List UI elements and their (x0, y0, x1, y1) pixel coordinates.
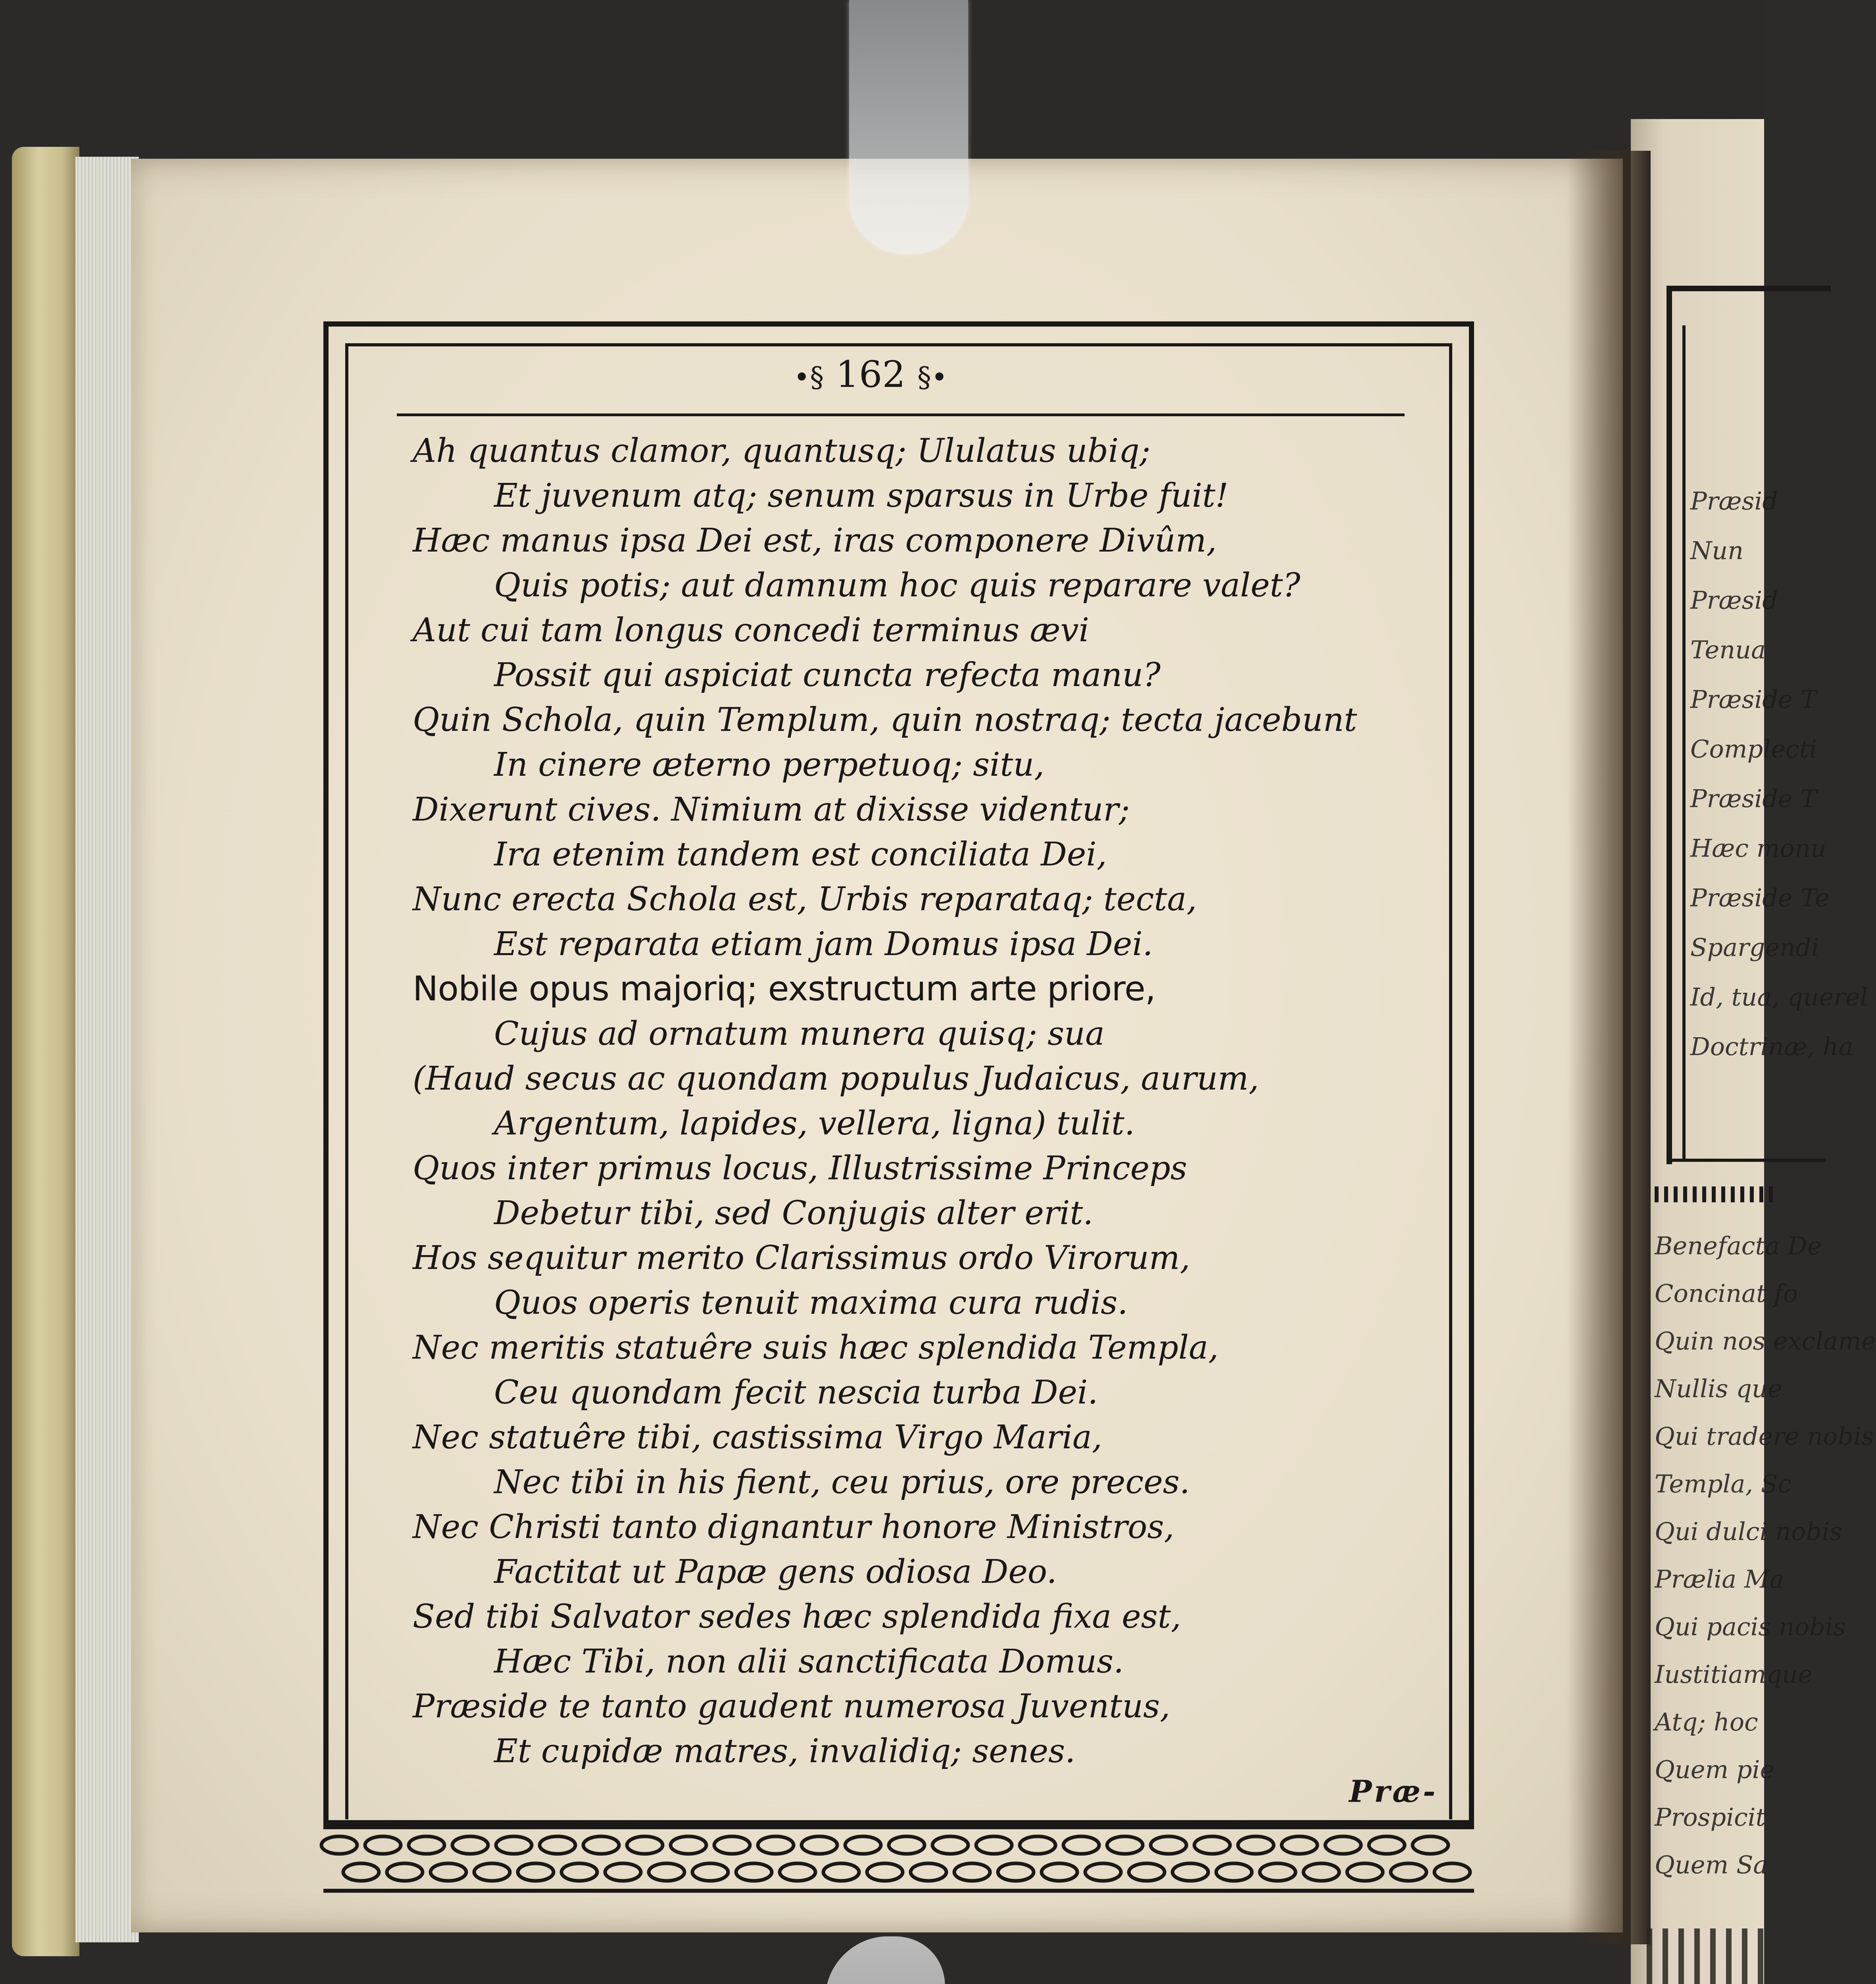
ornament-oval (1107, 1836, 1143, 1854)
facing-fragment: Præside Te (1690, 883, 1830, 912)
ornament-oval (583, 1836, 619, 1854)
page-gutter-shadow (1567, 151, 1651, 1944)
facing-fragment: Quem pie (1655, 1755, 1775, 1784)
ornament-oval (409, 1836, 444, 1854)
ornament-oval (714, 1836, 750, 1854)
ornament-oval (496, 1836, 532, 1854)
facing-fragment: Qui tradere nobis (1655, 1422, 1874, 1451)
ornament-oval (736, 1863, 772, 1881)
ornament-oval (780, 1863, 815, 1881)
ornament-oval (365, 1836, 401, 1854)
poem-line: In cinere æterno perpetuoq; situ, (494, 746, 1045, 784)
poem-line: Hos sequitur merito Clarissimus ordo Virorum, (413, 1239, 1190, 1277)
ornament-oval (1369, 1836, 1405, 1854)
poem-line: Sed tibi Salvator sedes hæc splendida fixa est, (413, 1598, 1181, 1636)
facing-fragment: Nullis que (1655, 1374, 1782, 1403)
ornament-oval (1391, 1863, 1426, 1881)
page-clip-top (849, 0, 968, 254)
ornament-oval (605, 1863, 641, 1881)
facing-fragment: Prælia Ma (1655, 1565, 1784, 1594)
ornament-oval (758, 1836, 794, 1854)
facing-fragment: Templa, Sc (1655, 1469, 1792, 1498)
ornament-oval (387, 1863, 423, 1881)
poem-line: Quos operis tenuit maxima cura rudis. (494, 1284, 1128, 1322)
facing-fragment: Præside T (1690, 784, 1817, 813)
poem-line: Nec Christi tanto dignantur honore Ministros, (413, 1508, 1174, 1546)
facing-fragment: Spargendi (1690, 933, 1819, 962)
facing-fragment: Prospicit (1655, 1803, 1766, 1832)
poem-text (413, 429, 1452, 1774)
poem-line: Hæc manus ipsa Dei est, iras componere Divûm, (413, 522, 1217, 559)
ornament-oval (932, 1836, 968, 1854)
ornament-oval (1347, 1863, 1383, 1881)
page-header (794, 353, 1055, 409)
ornament-oval (1216, 1863, 1252, 1881)
ornament-oval (1282, 1836, 1317, 1854)
book-spine (12, 147, 79, 1956)
ornament-oval (976, 1836, 1012, 1854)
poem-line: Et juvenum atq; senum sparsus in Urbe fuit! (494, 477, 1228, 515)
poem-line: Ira etenim tandem est conciliata Dei, (494, 836, 1107, 873)
page-number: 162 (836, 353, 905, 396)
poem-line: Quis potis; aut damnum hoc quis reparare valet? (494, 567, 1301, 604)
facing-fragment: Complecti (1690, 734, 1817, 763)
facing-page (1631, 119, 1876, 1984)
ornamental-border (323, 1825, 1474, 1893)
ornament-rule-bottom (323, 1889, 1474, 1893)
ornament-oval (1063, 1836, 1099, 1854)
facing-fragment: Benefacta De (1655, 1231, 1822, 1260)
ornament-oval (1413, 1836, 1448, 1854)
ornament-oval (474, 1863, 510, 1881)
poem-line: Dixerunt cives. Nimium at dixisse videntur; (413, 791, 1130, 829)
poem-line: Quos inter primus locus, Illustrissime Princeps (413, 1150, 1187, 1187)
facing-fragment: Tenua (1690, 635, 1766, 664)
facing-fragment: Qui pacis nobis (1655, 1612, 1846, 1641)
facing-fragment: Qui dulci nobis (1655, 1517, 1842, 1546)
facing-fragment: Iustitiamque (1655, 1660, 1813, 1689)
ornament-oval (1434, 1863, 1470, 1881)
page-edges (75, 157, 139, 1942)
ornament-oval (540, 1836, 575, 1854)
ornament-oval (321, 1836, 357, 1854)
facing-page-lower-text (1655, 1222, 1876, 1889)
facing-fragment: Quem Sa (1655, 1850, 1768, 1879)
fleuron-left-icon: •§ (794, 361, 824, 394)
ornament-oval (845, 1836, 881, 1854)
fleuron-right-icon: §• (917, 361, 948, 394)
facing-fragment: Præsid (1690, 486, 1778, 515)
facing-fragment: Nun (1690, 536, 1744, 565)
poem-line: Argentum, lapides, vellera, ligna) tulit. (494, 1105, 1135, 1142)
ornament-oval (998, 1863, 1034, 1881)
facing-fragment: Id, tua, querel (1690, 982, 1868, 1011)
poem-line: Ah quantus clamor, quantusq; Ululatus ubiq; (413, 432, 1151, 470)
poem-line: Nec statuêre tibi, castissima Virgo Maria, (413, 1419, 1102, 1456)
facing-fragment: Præside T (1690, 685, 1817, 714)
ornament-oval (1194, 1836, 1230, 1854)
facing-page-rule (1666, 1159, 1825, 1162)
ornament-oval (1085, 1863, 1121, 1881)
poem-line: Cujus ad ornatum munera quisq; sua (494, 1015, 1105, 1053)
ornament-oval (823, 1863, 859, 1881)
ornament-oval (649, 1863, 684, 1881)
poem-line: Quin Schola, quin Templum, quin nostraq; tecta jacebunt (413, 701, 1357, 739)
facing-page-ornament-bottom (1647, 1928, 1766, 1984)
ornament-oval (954, 1863, 990, 1881)
facing-fragment: Concinat fo (1655, 1279, 1798, 1308)
ornament-oval (1238, 1836, 1274, 1854)
ornament-oval (692, 1863, 728, 1881)
ornament-oval (1129, 1863, 1165, 1881)
poem-line: Factitat ut Papæ gens odiosa Deo. (494, 1553, 1057, 1591)
facing-fragment: Hæc monu (1690, 834, 1826, 863)
poem-line: Possit qui aspiciat cuncta refecta manu? (494, 656, 1161, 694)
poem-line: Debetur tibi, sed Conjugis alter erit. (494, 1194, 1094, 1232)
ornament-rule-top (323, 1825, 1474, 1829)
ornament-oval (1325, 1836, 1361, 1854)
catchword: Præ- (1349, 1774, 1438, 1809)
poem-line: Nunc erecta Schola est, Urbis reparataq; tecta, (413, 880, 1197, 918)
poem-line: Nec tibi in his fient, ceu prius, ore preces. (494, 1463, 1190, 1501)
poem-line: Nec meritis statuêre suis hæc splendida Templa, (413, 1329, 1219, 1367)
poem-line: (Haud secus ac quondam populus Judaicus, aurum, (413, 1060, 1259, 1098)
ornament-oval (343, 1863, 379, 1881)
ornament-oval (627, 1836, 663, 1854)
ornament-oval (561, 1863, 597, 1881)
ornament-oval (802, 1836, 837, 1854)
facing-fragment: Quin nos exclame (1655, 1327, 1876, 1355)
poem-line: Est reparata etiam jam Domus ipsa Dei. (494, 925, 1153, 963)
facing-fragment: Atq; hoc (1655, 1707, 1758, 1736)
ornament-row (321, 1836, 1470, 1881)
ornament-oval (452, 1836, 488, 1854)
facing-fragment: Præsid (1690, 586, 1778, 615)
ornament-oval (867, 1863, 903, 1881)
poem-line: Nobile opus majoriq; exstructum arte priore, (413, 969, 1156, 1009)
ornament-oval (911, 1863, 946, 1881)
facing-page-ornament (1655, 1186, 1774, 1202)
ornament-oval (1042, 1863, 1077, 1881)
ornament-oval (431, 1863, 466, 1881)
facing-fragment: Doctrinæ, ha (1690, 1032, 1853, 1061)
ornament-oval (1020, 1836, 1055, 1854)
ornament-oval (671, 1836, 706, 1854)
poem-line: Præside te tanto gaudent numerosa Juventus, (413, 1688, 1171, 1725)
ornament-oval (518, 1863, 554, 1881)
poem-line: Et cupidæ matres, invalidiq; senes. (494, 1732, 1076, 1770)
header-rule (397, 413, 1405, 416)
poem-line: Ceu quondam fecit nescia turba Dei. (494, 1374, 1098, 1411)
ornament-oval (1303, 1863, 1339, 1881)
ornament-oval (889, 1836, 925, 1854)
poem-line: Hæc Tibi, non alii sanctificata Domus. (494, 1643, 1124, 1680)
ornament-oval (1172, 1863, 1208, 1881)
ornament-oval (1260, 1863, 1296, 1881)
poem-line: Aut cui tam longus concedi terminus ævi (413, 611, 1089, 649)
ornament-oval (1151, 1836, 1186, 1854)
facing-page-upper-text (1690, 476, 1868, 1071)
